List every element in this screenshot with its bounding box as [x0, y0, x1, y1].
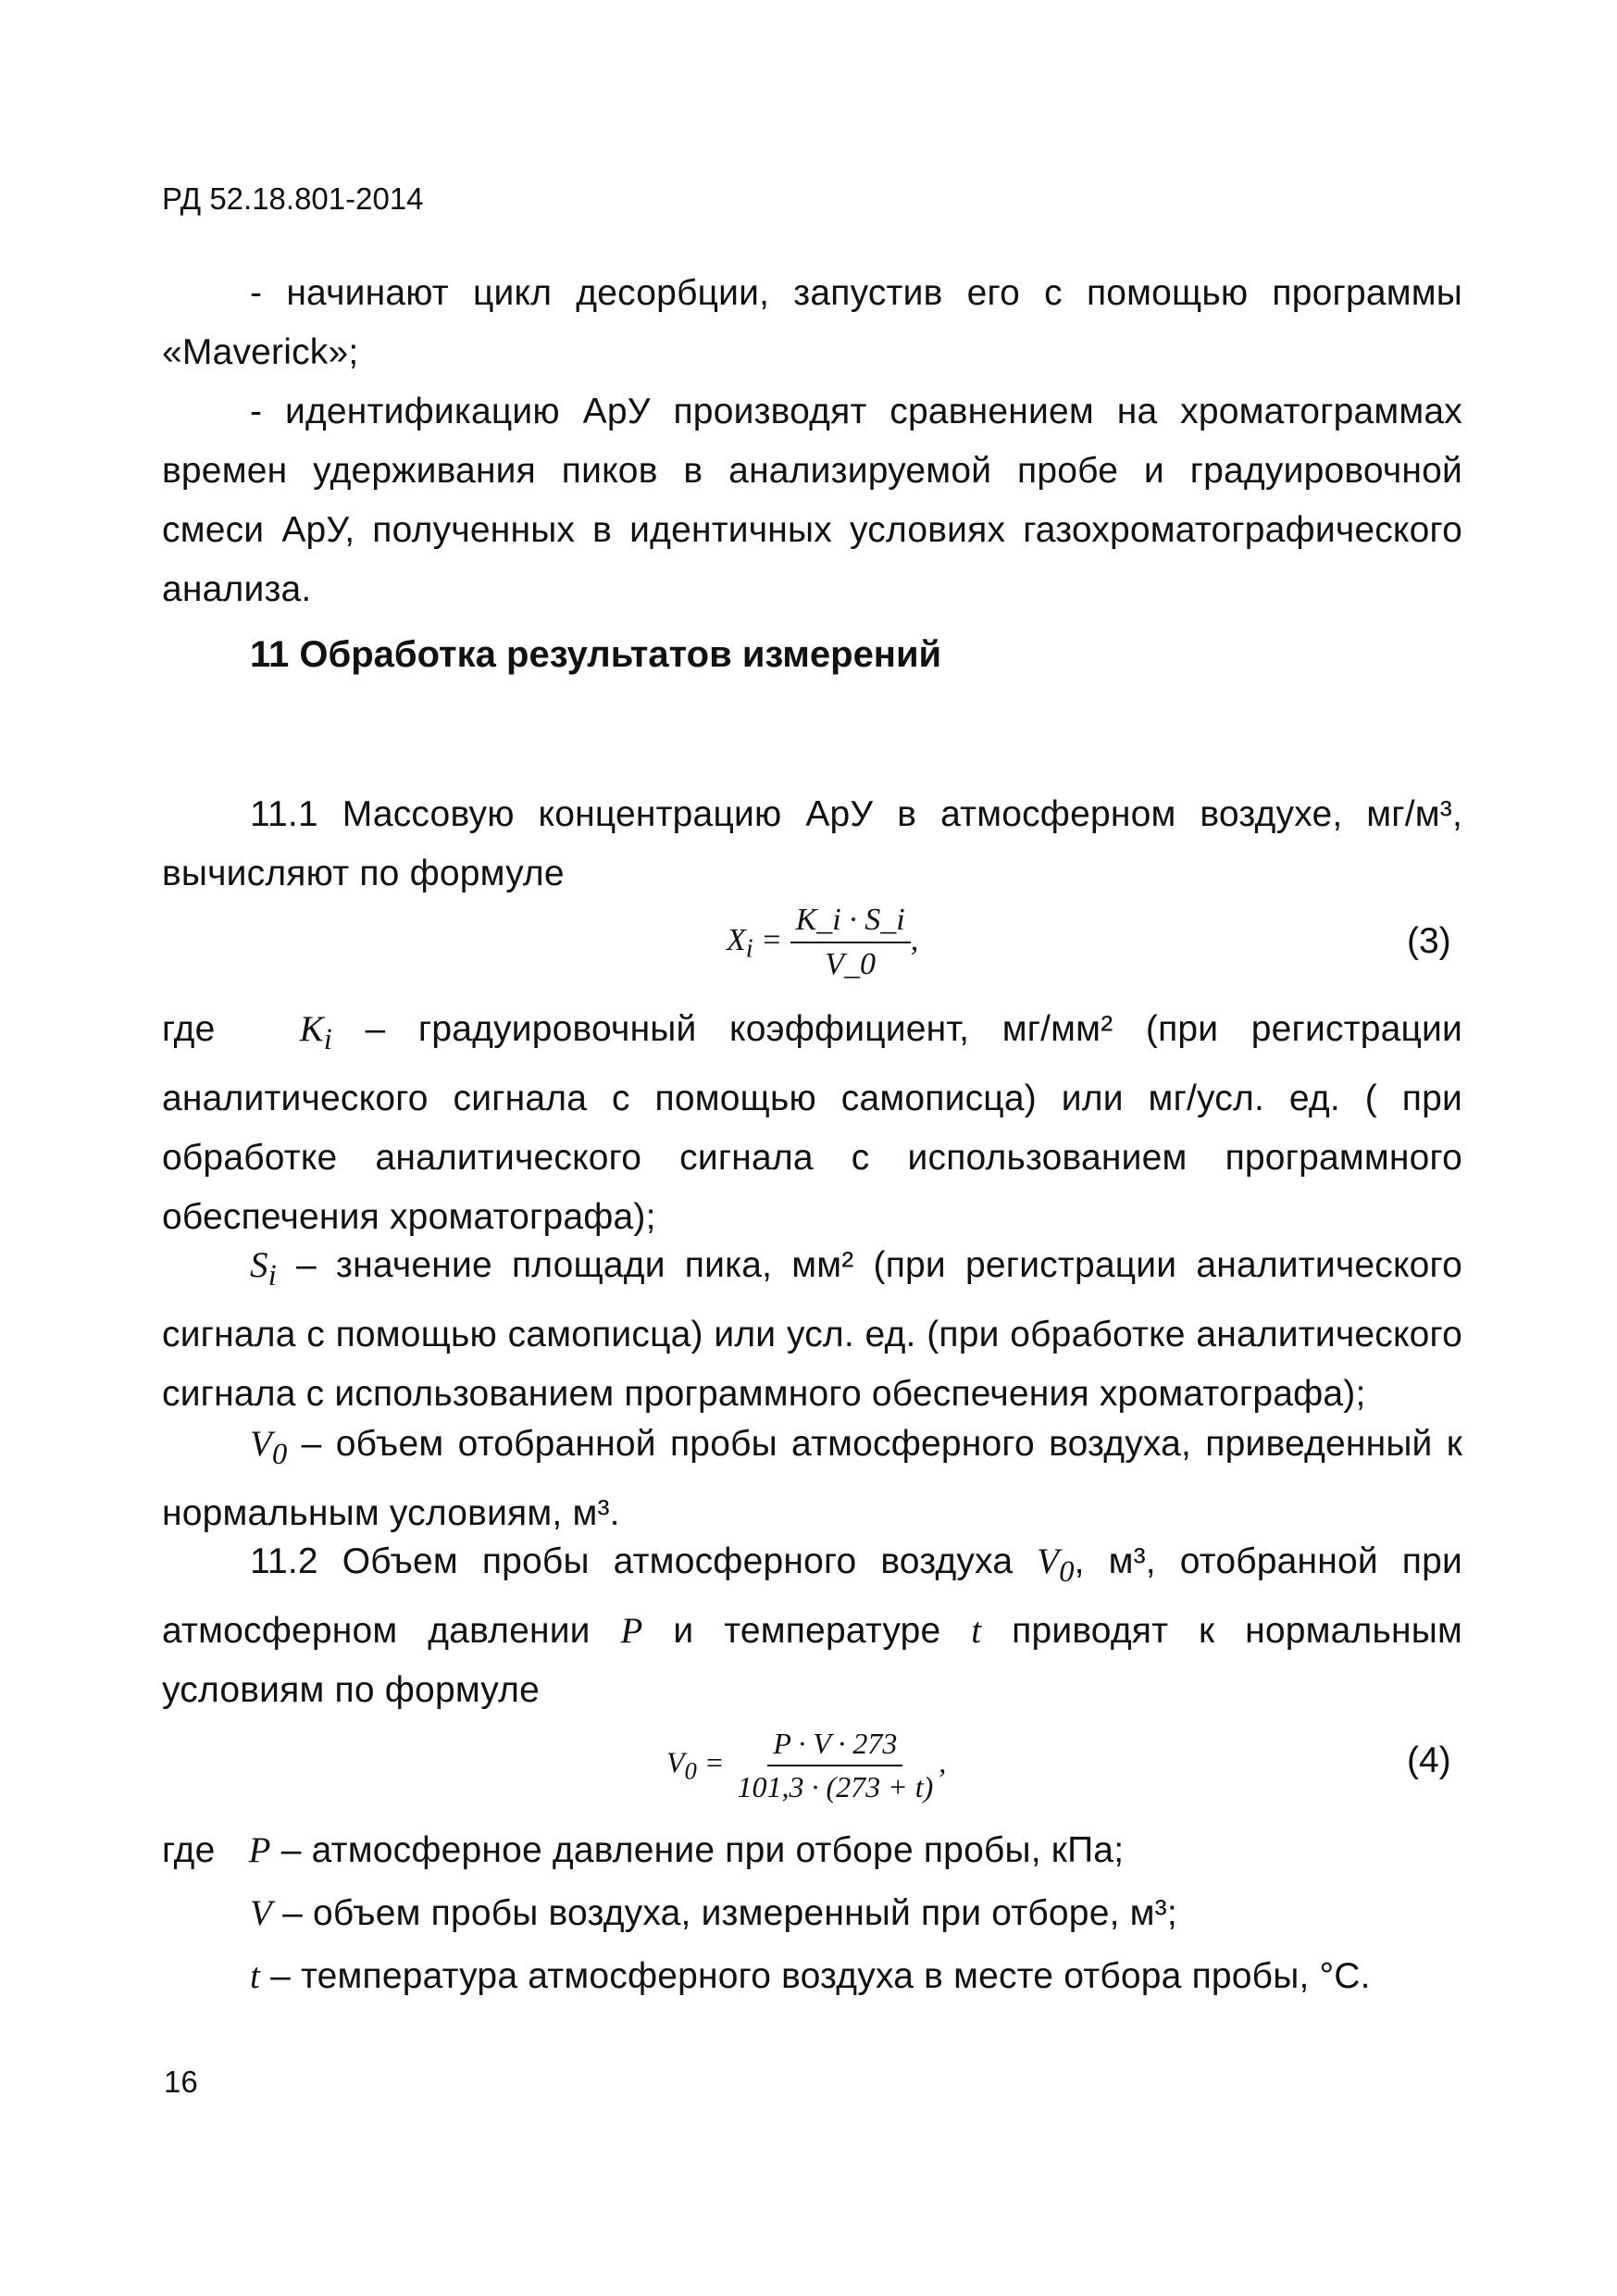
definition-si	[162, 1236, 1462, 1424]
equation-number-4: (4)	[1407, 1741, 1451, 1780]
symbol-v: V	[250, 1893, 273, 1933]
definition-si-text: – значение площади пика, мм² (при регистрации аналитического сигнала с помощью самописца) или усл. ед. (при обработке аналитического сигнала с использованием программного обеспечения хроматографа);	[162, 1245, 1462, 1414]
formula-3-fraction	[790, 903, 911, 982]
formula-3-numerator: K_i · S_i	[790, 903, 911, 943]
symbol-t: t	[971, 1610, 982, 1651]
where-label: где	[162, 1830, 216, 1870]
document-code-header: РД 52.18.801-2014	[162, 181, 424, 216]
definition-v0-text: – объем отобранной пробы атмосферного воздуха, приведенный к нормальным условиям, м³.	[162, 1424, 1462, 1533]
definition-t	[250, 1947, 1462, 2006]
formula-4-comma: ,	[939, 1745, 947, 1779]
where-label: где	[162, 1009, 216, 1049]
symbol-p: P	[248, 1830, 271, 1870]
definition-ki-text: – градуировочный коэффициент, мг/мм² (при регистрации аналитического сигнала с помощью самописца) или мг/усл. ед. ( при обработке аналитического сигнала с использованием программного обеспечения хроматографа);	[162, 1009, 1463, 1237]
page-number: 16	[164, 2065, 198, 2099]
paragraph-11-2-part-c: и температуре	[642, 1610, 972, 1651]
paragraph-desorption: - начинают цикл десорбции, запустив его с помощью программы «Maverick»;	[162, 273, 1462, 372]
paragraph-11-2-part-d: приводят к нормальным условиям по формуле	[162, 1610, 1462, 1710]
formula-4-denominator: 101,3 · (273 + t)	[737, 1770, 934, 1803]
paragraph-11-2	[162, 1532, 1462, 1720]
symbol-s-sub: i	[267, 1258, 277, 1292]
symbol-t: t	[250, 1956, 261, 1996]
formula-4-fraction	[731, 1727, 939, 1804]
symbol-k-sub: i	[323, 1022, 333, 1056]
definition-p	[162, 1821, 1462, 1880]
definition-v	[250, 1884, 1462, 1943]
formula-3-lhs-sub: i	[745, 934, 753, 964]
paragraph-11-1: 11.1 Массовую концентрацию АрУ в атмосферном воздухе, мг/м³, вычисляют по формуле	[162, 794, 1462, 893]
symbol-v: V	[1037, 1541, 1060, 1581]
section-heading: 11 Обработка результатов измерений	[250, 634, 942, 675]
definition-p-text: – атмосферное давление при отборе пробы, кПа;	[270, 1830, 1125, 1870]
formula-3-comma: ,	[910, 922, 919, 957]
formula-3-lhs: X	[727, 922, 746, 957]
formula-4-lhs-sub: 0	[684, 1756, 697, 1785]
symbol-v: V	[250, 1424, 273, 1464]
symbol-p: P	[620, 1610, 643, 1651]
symbol-v-sub: 0	[1059, 1554, 1075, 1589]
paragraph-11-2-part-a: 11.2 Объем пробы атмосферного воздуха	[250, 1541, 1038, 1581]
definition-t-text: – температура атмосферного воздуха в месте отбора пробы, °С.	[260, 1956, 1371, 1996]
definition-v-text: – объем пробы воздуха, измеренный при отборе, м³;	[272, 1893, 1177, 1933]
formula-4-lhs: V	[666, 1745, 685, 1779]
formula-4-numerator: P · V · 273	[767, 1727, 902, 1766]
formula-3: $X_i$ = $\frac{K\_i \cdot S\_i}{V\_0}$ ,	[727, 903, 919, 981]
paragraph-identification: - идентификацию АрУ производят сравнением на хроматограммах времен удерживания пиков в анализируемой пробе и градуировочной смеси АрУ, полученных в идентичных условиях газохроматографического анализа.	[162, 392, 1462, 609]
symbol-k: K	[299, 1009, 324, 1049]
paragraph-11-2-part-b: , м³, отобранной при атмосферном давлении	[162, 1541, 1462, 1651]
symbol-s: S	[250, 1245, 268, 1285]
definition-ki	[162, 1000, 1462, 1247]
equation-number-3: (3)	[1407, 921, 1451, 961]
symbol-v-sub: 0	[272, 1437, 288, 1471]
definition-v0	[162, 1415, 1462, 1543]
formula-3-denominator: V_0	[825, 947, 877, 981]
formula-4: $V_0$ = $\frac{P \cdot V \cdot 273}{101,3 \cdot (273 + t)}$ ,	[666, 1727, 947, 1803]
